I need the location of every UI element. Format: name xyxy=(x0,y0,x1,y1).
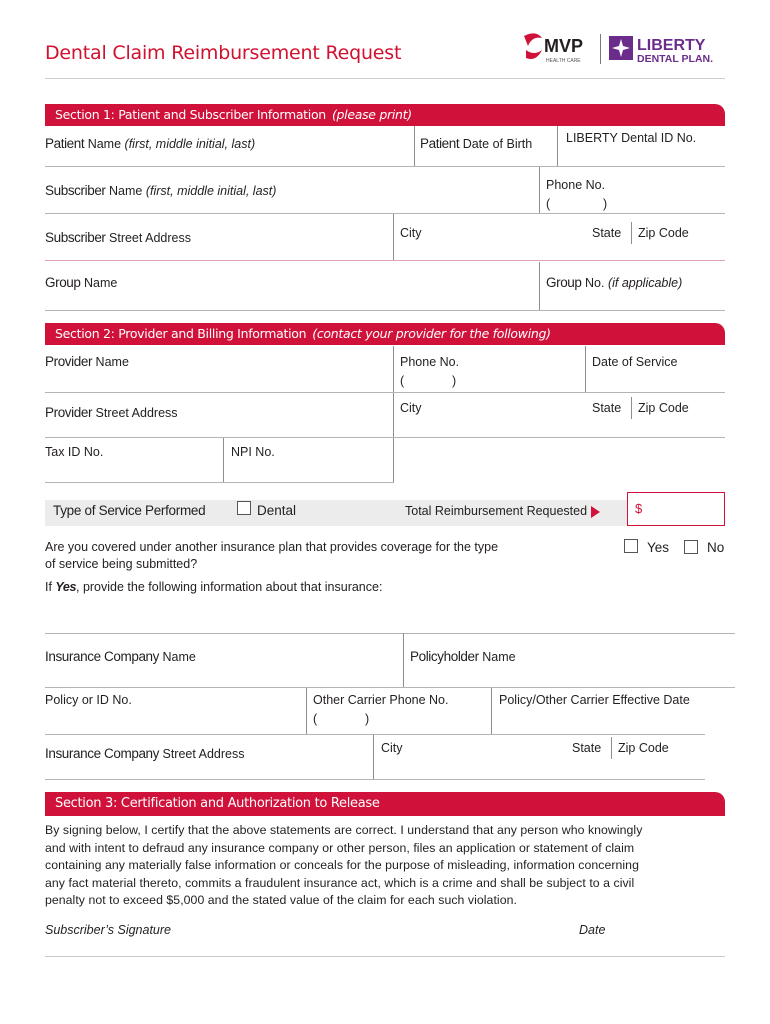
certification-text: By signing below, I certify that the above statements are correct. I understand that any person who knowingly and with intent to defraud any insurance company or other person, files an application or statement of claim containing any materially false information or conceals for the purpose of misleading, information concerning any fact material thereto, commits a fraudulent insurance act, which is a crime and shall be subject to a civil penalty not to exceed $5,000 and the stated value of the claim for each such violation. xyxy=(45,823,643,908)
provider-street-label: Provider Street Address xyxy=(45,405,178,420)
provider-zip-label: Zip Code xyxy=(638,401,689,415)
effective-date-field[interactable] xyxy=(492,688,705,734)
ins-company-name-label: Insurance Company Name xyxy=(45,649,196,664)
mvp-logo xyxy=(522,30,600,66)
group-no-label: Group No. (if applicable) xyxy=(546,275,683,290)
provider-phone-label: Phone No. xyxy=(400,355,460,369)
patient-name-field[interactable] xyxy=(45,126,414,166)
policy-id-field[interactable] xyxy=(45,688,306,734)
title-divider xyxy=(45,78,725,79)
subscriber-name-field[interactable] xyxy=(45,167,539,213)
page-title: Dental Claim Reimbursement Request xyxy=(45,42,402,64)
ins-street-field[interactable] xyxy=(45,735,373,779)
patient-dob-label: Patient Date of Birth xyxy=(420,136,533,151)
section2-title: Section 2: Provider and Billing Information xyxy=(55,326,307,341)
date-label: Date xyxy=(579,923,606,937)
yes-checkbox[interactable] xyxy=(624,539,638,553)
no-label: No xyxy=(707,540,725,555)
type-of-service-label: Type of Service Performed xyxy=(53,503,206,518)
total-reimbursement-label: Total Reimbursement Requested xyxy=(405,504,600,518)
group-name-field[interactable] xyxy=(45,262,539,310)
provider-state-label: State xyxy=(592,401,622,415)
liberty-logo-text: LIBERTY xyxy=(637,37,706,54)
subscriber-zip-label: Zip Code xyxy=(638,226,689,240)
provider-city-field[interactable] xyxy=(394,393,590,437)
tax-id-field[interactable] xyxy=(45,438,223,482)
section3-title: Section 3: Certification and Authorization to Release xyxy=(55,796,380,811)
patient-name-label: Patient Name (first, middle initial, last) xyxy=(45,136,256,151)
ins-city-label: City xyxy=(381,741,403,755)
liberty-id-label: LIBERTY Dental ID No. xyxy=(566,131,697,145)
dental-label: Dental xyxy=(257,503,297,518)
total-amount-field[interactable] xyxy=(627,492,725,526)
dental-checkbox[interactable] xyxy=(237,501,251,515)
section3-header xyxy=(45,792,725,816)
other-carrier-phone-label: Other Carrier Phone No. xyxy=(313,693,449,707)
subscriber-city-field[interactable] xyxy=(394,214,590,260)
logo-separator xyxy=(600,34,601,64)
ins-company-name-field[interactable] xyxy=(45,634,403,687)
section2-header xyxy=(45,323,725,345)
ins-zip-label: Zip Code xyxy=(618,741,669,755)
liberty-id-field[interactable] xyxy=(558,126,725,166)
ins-state-label: State xyxy=(572,741,602,755)
liberty-logo xyxy=(609,32,734,68)
subscriber-state-label: State xyxy=(592,226,622,240)
section1-note: (please print) xyxy=(331,107,412,122)
covered-question-line2: of service being submitted? xyxy=(45,557,198,571)
provider-name-field[interactable] xyxy=(45,346,393,392)
section1-title: Section 1: Patient and Subscriber Information xyxy=(55,107,326,122)
other-carrier-phone-field[interactable] xyxy=(307,688,491,734)
yes-label: Yes xyxy=(647,540,670,555)
policyholder-name-field[interactable] xyxy=(404,634,735,687)
provider-street-field[interactable] xyxy=(45,393,393,437)
provider-city-label: City xyxy=(400,401,422,415)
date-of-service-label: Date of Service xyxy=(592,355,678,369)
date-of-service-field[interactable] xyxy=(586,346,725,392)
group-no-field[interactable] xyxy=(540,262,725,310)
policy-id-label: Policy or ID No. xyxy=(45,693,132,707)
mvp-swoosh-icon xyxy=(524,33,542,46)
ins-city-field[interactable] xyxy=(374,735,570,779)
signature-label: Subscriber’s Signature xyxy=(45,923,171,937)
subscriber-name-label: Subscriber Name (first, middle initial, last) xyxy=(45,183,277,198)
provider-phone-field[interactable] xyxy=(394,346,585,392)
provider-name-label: Provider Name xyxy=(45,354,129,369)
tax-id-label: Tax ID No. xyxy=(45,445,104,459)
npi-field[interactable] xyxy=(224,438,393,482)
no-checkbox[interactable] xyxy=(684,540,698,554)
ins-street-label: Insurance Company Street Address xyxy=(45,746,245,761)
subscriber-city-label: City xyxy=(400,226,422,240)
subscriber-street-field[interactable] xyxy=(45,214,393,260)
section1-header xyxy=(45,104,725,126)
date-field[interactable] xyxy=(575,940,725,956)
covered-question-line1: Are you covered under another insurance plan that provides coverage for the type xyxy=(45,540,499,554)
subscriber-phone-label: Phone No. xyxy=(546,178,606,192)
policyholder-name-label: Policyholder Name xyxy=(410,649,516,664)
mvp-logo-text: MVP xyxy=(544,36,584,56)
npi-label: NPI No. xyxy=(231,445,275,459)
subscriber-phone-field[interactable] xyxy=(540,167,725,213)
signature-field[interactable] xyxy=(45,940,565,956)
patient-dob-field[interactable] xyxy=(415,126,557,166)
section2-note: (contact your provider for the following) xyxy=(312,326,551,341)
effective-date-label: Policy/Other Carrier Effective Date xyxy=(499,693,690,707)
liberty-logo-subtext: DENTAL PLAN. xyxy=(637,53,714,65)
mvp-logo-subtext: HEALTH CARE xyxy=(546,58,581,64)
subscriber-street-label: Subscriber Street Address xyxy=(45,230,191,245)
dollar-sign: $ xyxy=(635,501,643,516)
group-name-label: Group Name xyxy=(45,275,118,290)
if-yes-instruction: If Yes, provide the following information about that insurance: xyxy=(45,580,383,594)
arrow-right-icon xyxy=(591,506,600,518)
